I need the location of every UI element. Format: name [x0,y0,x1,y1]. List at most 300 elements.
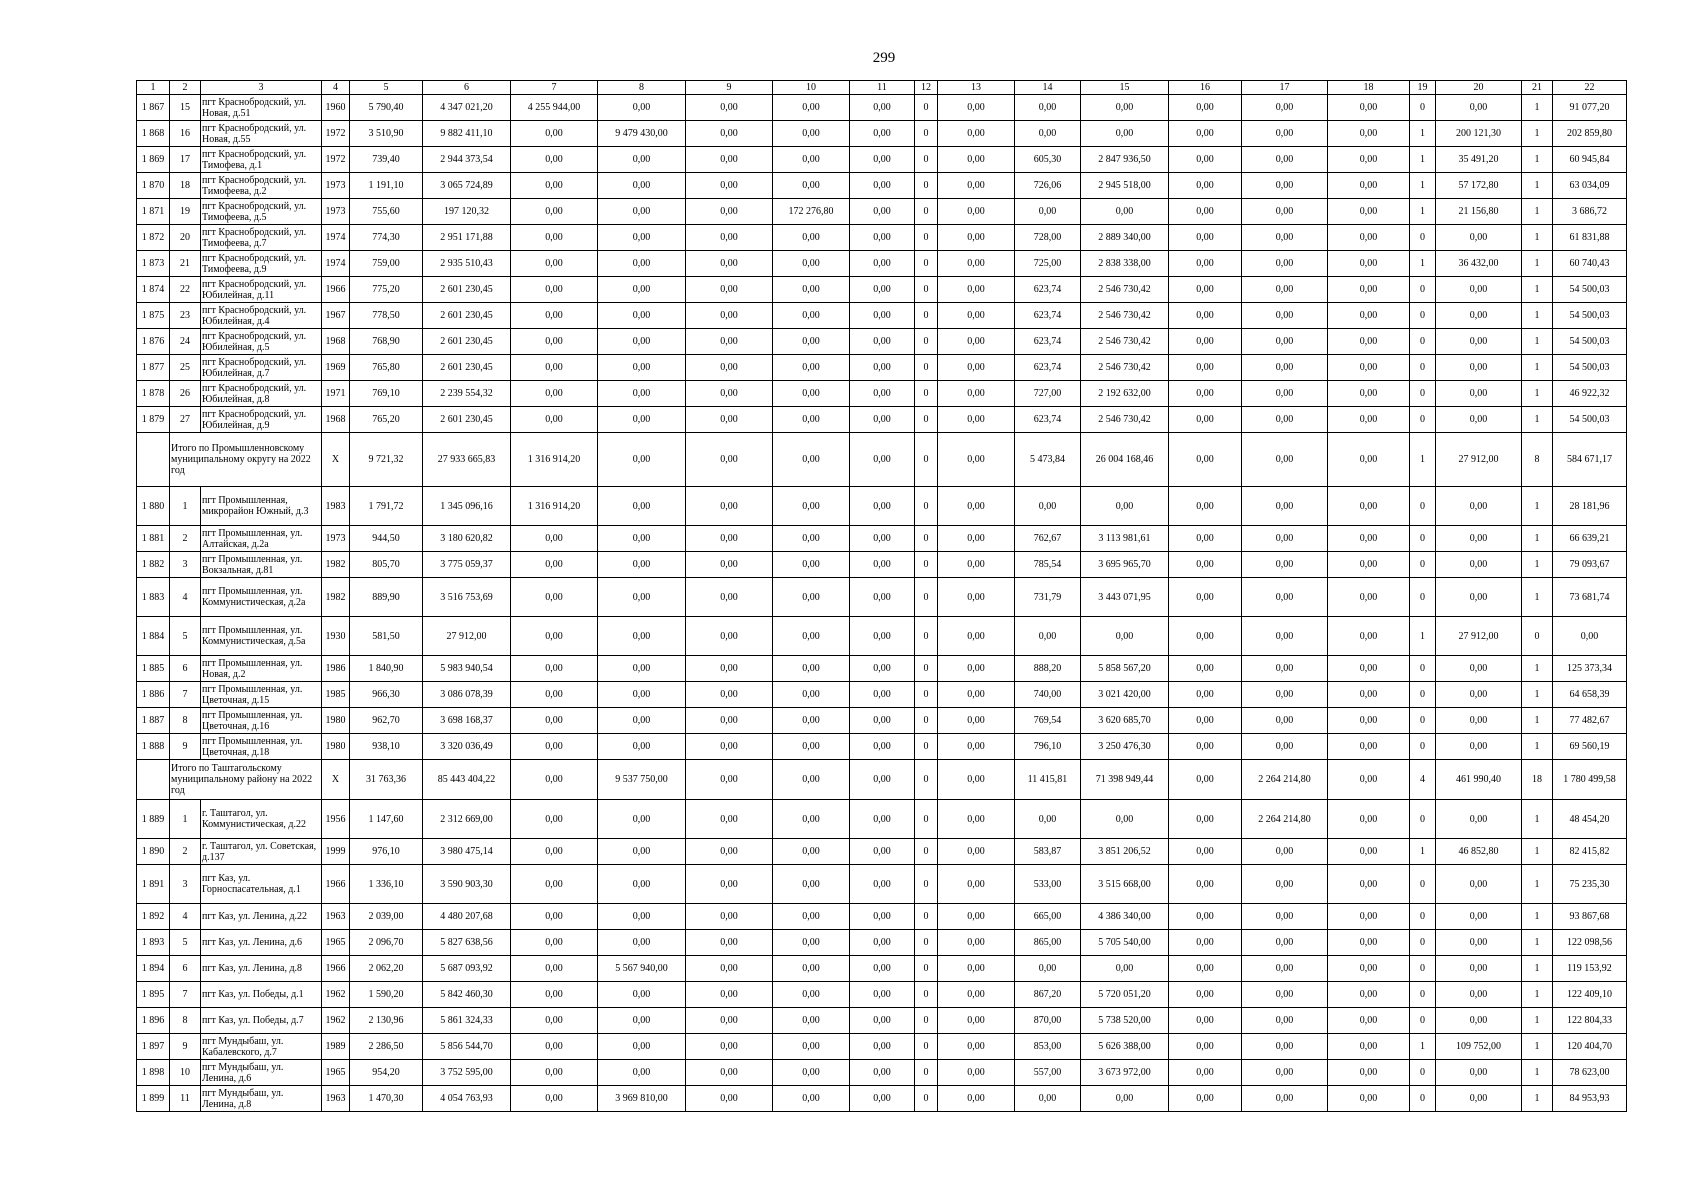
table-cell: 0,00 [1436,682,1522,708]
table-cell: 1 [1522,930,1553,956]
table-cell: 0,00 [598,982,686,1008]
table-cell: 0 [915,682,938,708]
table-cell: 0,00 [1169,95,1242,121]
table-cell: 0,00 [598,355,686,381]
table-cell: 0,00 [511,800,598,839]
table-cell: 0,00 [511,225,598,251]
table-cell: 0,00 [850,173,915,199]
table-cell: 765,80 [350,355,423,381]
column-header: 9 [686,81,773,95]
table-cell: 0,00 [1169,708,1242,734]
table-cell: 0,00 [938,95,1015,121]
table-cell: 0,00 [1015,199,1081,225]
table-cell: 0,00 [511,865,598,904]
table-cell: 0,00 [1169,956,1242,982]
table-cell: 0,00 [773,865,850,904]
table-cell: 3 673 972,00 [1081,1060,1169,1086]
table-cell: 0,00 [938,904,1015,930]
table-cell: 1 [1522,982,1553,1008]
table-cell: 1 [1410,617,1436,656]
table-cell: 2 039,00 [350,904,423,930]
table-cell: 0,00 [850,1060,915,1086]
table-cell: 1 [1522,734,1553,760]
table-cell: 0,00 [1436,1060,1522,1086]
table-cell: 0,00 [1328,487,1410,526]
address-cell: пгт Краснобродский, ул. Тимофева, д.1 [201,147,322,173]
table-cell: 172 276,80 [773,199,850,225]
table-cell: 0,00 [773,381,850,407]
table-cell: 2 312 669,00 [423,800,511,839]
table-cell: 0,00 [1169,526,1242,552]
table-cell: 1 [1522,225,1553,251]
table-cell: 0,00 [1436,1086,1522,1112]
table-cell: 0,00 [1328,251,1410,277]
table-cell: 623,74 [1015,277,1081,303]
table-cell: 0,00 [598,407,686,433]
table-cell: 4 [170,904,201,930]
table-cell: 1 [1522,1060,1553,1086]
table-cell: 0,00 [1015,487,1081,526]
table-cell: 1 868 [137,121,170,147]
table-cell: 31 763,36 [350,760,423,800]
table-cell: 0,00 [511,1034,598,1060]
table-cell: 0 [1410,656,1436,682]
table-row [137,277,1627,303]
table-cell: 0 [1410,355,1436,381]
table-cell: 0,00 [850,552,915,578]
table-cell: 1966 [322,865,350,904]
table-cell: 0,00 [773,578,850,617]
table-cell: 731,79 [1015,578,1081,617]
table-cell: 0,00 [850,526,915,552]
subtotal-row [137,433,1627,487]
table-cell: 0,00 [1242,251,1328,277]
table-cell: 740,00 [1015,682,1081,708]
table-cell: 27 933 665,83 [423,433,511,487]
table-cell: 0,00 [1242,904,1328,930]
table-cell: 19 [170,199,201,225]
table-cell: 0,00 [1015,1086,1081,1112]
table-cell: 0,00 [598,578,686,617]
table-cell: 27 912,00 [1436,617,1522,656]
table-cell: 0,00 [1169,682,1242,708]
table-cell: 1973 [322,199,350,225]
table-cell: 623,74 [1015,407,1081,433]
table-cell: 3 250 476,30 [1081,734,1169,760]
table-cell: 0,00 [1015,95,1081,121]
table-cell: 0,00 [598,800,686,839]
table-cell: 1968 [322,407,350,433]
table-cell: 0,00 [938,277,1015,303]
address-cell: пгт Промышленная, ул. Новая, д.2 [201,656,322,682]
table-cell: 1 885 [137,656,170,682]
table-cell: 0,00 [1169,1008,1242,1034]
table-cell: 0,00 [938,1034,1015,1060]
table-cell: 0,00 [1436,225,1522,251]
table-cell: 3 590 903,30 [423,865,511,904]
table-cell: 0,00 [1328,355,1410,381]
table-cell: 21 [170,251,201,277]
table-row [137,708,1627,734]
table-cell: 3 443 071,95 [1081,578,1169,617]
table-cell: 0 [915,552,938,578]
table-cell: 0,00 [938,552,1015,578]
table-cell: 0,00 [1436,329,1522,355]
table-cell: 0,00 [850,930,915,956]
table-cell: 0,00 [1328,1086,1410,1112]
table-cell: 0,00 [511,147,598,173]
table-cell: 54 500,03 [1553,277,1627,303]
address-cell: пгт Краснобродский, ул. Юбилейная, д.5 [201,329,322,355]
table-cell: 1 [1522,1008,1553,1034]
table-row [137,839,1627,865]
table-cell: 0,00 [686,526,773,552]
table-cell: 0,00 [1436,277,1522,303]
table-cell: 5 626 388,00 [1081,1034,1169,1060]
table-cell: 0,00 [1242,1008,1328,1034]
table-cell: 581,50 [350,617,423,656]
table-cell: 0 [1410,708,1436,734]
table-row [137,734,1627,760]
table-cell: 1962 [322,982,350,1008]
table-cell: 0 [915,1008,938,1034]
table-cell: 0,00 [1436,734,1522,760]
table-cell: 0 [1410,956,1436,982]
address-cell: пгт Краснобродский, ул. Тимофеева, д.2 [201,173,322,199]
table-cell: 1968 [322,329,350,355]
table-cell: 3 086 078,39 [423,682,511,708]
table-cell: 1 [1522,578,1553,617]
column-header: 11 [850,81,915,95]
table-cell: 0,00 [938,865,1015,904]
table-cell: 27 [170,407,201,433]
table-cell: X [322,433,350,487]
table-cell: 0,00 [1436,708,1522,734]
table-cell: 0,00 [773,121,850,147]
table-cell: 0,00 [598,526,686,552]
table-cell: 2 847 936,50 [1081,147,1169,173]
table-cell: 0 [915,656,938,682]
table-cell: 1 [1522,277,1553,303]
table-cell: 7 [170,682,201,708]
table-cell: 2 935 510,43 [423,251,511,277]
table-cell: 1 [1522,800,1553,839]
table-cell: 0,00 [850,487,915,526]
table-cell: 109 752,00 [1436,1034,1522,1060]
table-cell: 1 791,72 [350,487,423,526]
table-cell: 0,00 [850,355,915,381]
table-cell: 0,00 [686,865,773,904]
table-cell: 1 888 [137,734,170,760]
table-cell: 79 093,67 [1553,552,1627,578]
table-cell: 1 [1522,147,1553,173]
address-cell: пгт Краснобродский, ул. Юбилейная, д.7 [201,355,322,381]
table-row [137,199,1627,225]
table-cell: 0,00 [511,1060,598,1086]
table-cell: 0,00 [1081,95,1169,121]
table-row [137,904,1627,930]
table-cell: 0,00 [1328,173,1410,199]
table-cell: 0 [1410,381,1436,407]
table-cell: 0,00 [1436,487,1522,526]
table-cell: 4 480 207,68 [423,904,511,930]
table-cell: 0,00 [511,277,598,303]
table-cell: 769,10 [350,381,423,407]
table-cell: 0,00 [598,839,686,865]
table-cell: 3 851 206,52 [1081,839,1169,865]
table-cell: 8 [1522,433,1553,487]
table-cell: 0 [1410,329,1436,355]
table-cell: 0,00 [686,95,773,121]
table-cell: 0,00 [511,329,598,355]
table-cell: 3 021 420,00 [1081,682,1169,708]
table-cell: 3 698 168,37 [423,708,511,734]
table-cell: 0,00 [511,982,598,1008]
table-cell: 2 838 338,00 [1081,251,1169,277]
table-cell: 27 912,00 [1436,433,1522,487]
table-cell: 0 [915,1060,938,1086]
table-cell: 5 861 324,33 [423,1008,511,1034]
table-cell: 0,00 [938,381,1015,407]
table-cell: 1 [1410,1034,1436,1060]
table-cell: 2 264 214,80 [1242,800,1328,839]
table-cell: 54 500,03 [1553,355,1627,381]
table-cell: 0 [1410,578,1436,617]
table-cell: 0,00 [1169,656,1242,682]
table-cell: 0,00 [1015,956,1081,982]
address-cell: пгт Краснобродский, ул. Юбилейная, д.8 [201,381,322,407]
table-cell: 61 831,88 [1553,225,1627,251]
table-cell: 0,00 [598,930,686,956]
column-header: 22 [1553,81,1627,95]
table-cell: 1 894 [137,956,170,982]
table-row [137,682,1627,708]
table-cell: 1 879 [137,407,170,433]
table-cell: 0,00 [850,277,915,303]
table-cell: 0,00 [1328,277,1410,303]
table-cell: 2 264 214,80 [1242,760,1328,800]
table-cell: 2 889 340,00 [1081,225,1169,251]
table-cell: 726,06 [1015,173,1081,199]
table-cell: 1969 [322,355,350,381]
table-cell: 0,00 [1328,865,1410,904]
table-cell: 0,00 [938,487,1015,526]
table-cell: 0,00 [850,708,915,734]
column-header: 13 [938,81,1015,95]
table-cell: 0,00 [686,734,773,760]
table-cell: 727,00 [1015,381,1081,407]
column-header: 3 [201,81,322,95]
table-cell: 0 [915,904,938,930]
table-cell: 1966 [322,277,350,303]
table-cell: 0,00 [773,225,850,251]
table-cell: 1971 [322,381,350,407]
table-cell: 0,00 [1015,800,1081,839]
table-cell: 769,54 [1015,708,1081,734]
table-cell: 0,00 [1436,956,1522,982]
table-cell: 0,00 [1015,121,1081,147]
table-cell: 725,00 [1015,251,1081,277]
table-cell: 1 147,60 [350,800,423,839]
table-cell: 962,70 [350,708,423,734]
table-cell: 0,00 [511,682,598,708]
table-cell: 1963 [322,1086,350,1112]
table-cell: 533,00 [1015,865,1081,904]
table-cell: 0,00 [938,617,1015,656]
table-cell: 0,00 [1242,839,1328,865]
table-cell: 0,00 [686,956,773,982]
table-cell: 0,00 [1328,199,1410,225]
address-cell: пгт Мундыбаш, ул. Ленина, д.6 [201,1060,322,1086]
table-cell: 0,00 [1328,329,1410,355]
table-row [137,95,1627,121]
table-cell: 944,50 [350,526,423,552]
table-cell: 8 [170,1008,201,1034]
table-cell: 0,00 [1328,708,1410,734]
table-cell: 889,90 [350,578,423,617]
table-cell: 28 181,96 [1553,487,1627,526]
table-cell: 0,00 [686,656,773,682]
table-cell: 9 882 411,10 [423,121,511,147]
address-cell: г. Таштагол, ул. Советская, д.137 [201,839,322,865]
table-cell: 5 720 051,20 [1081,982,1169,1008]
table-cell: 0 [1522,617,1553,656]
table-cell: 0,00 [850,956,915,982]
subtotal-row [137,760,1627,800]
table-cell: 0,00 [1242,956,1328,982]
table-cell: 1 [1522,355,1553,381]
table-cell: 0,00 [938,173,1015,199]
table-cell: 0,00 [1328,1008,1410,1034]
table-cell: 122 098,56 [1553,930,1627,956]
address-cell: пгт Мундыбаш, ул. Кабалевского, д.7 [201,1034,322,1060]
table-cell: 0 [915,225,938,251]
table-cell: 22 [170,277,201,303]
table-cell: 0,00 [1436,1008,1522,1034]
table-cell: 1956 [322,800,350,839]
address-cell: пгт Краснобродский, ул. Новая, д.55 [201,121,322,147]
table-cell: 0,00 [773,708,850,734]
table-cell: 2 601 230,45 [423,277,511,303]
table-cell: 0,00 [850,251,915,277]
table-cell: 0 [1410,930,1436,956]
table-cell: 0,00 [1328,982,1410,1008]
table-cell: 0,00 [1242,381,1328,407]
table-cell: 0,00 [1242,552,1328,578]
table-cell: 85 443 404,22 [423,760,511,800]
table-cell: 0 [915,329,938,355]
table-cell: 0,00 [686,147,773,173]
table-cell: 0,00 [773,407,850,433]
table-cell: 623,74 [1015,355,1081,381]
table-cell: 0,00 [938,526,1015,552]
table-cell: 1 [1522,251,1553,277]
table-cell: 1 898 [137,1060,170,1086]
table-cell: 46 852,80 [1436,839,1522,865]
table-cell: 5 687 093,92 [423,956,511,982]
table-cell: 0,00 [598,147,686,173]
table-cell: 1974 [322,251,350,277]
table-cell: 5 790,40 [350,95,423,121]
table-cell: 0,00 [850,839,915,865]
table-cell: 0,00 [686,982,773,1008]
table-cell: 0,00 [850,682,915,708]
table-cell: 120 404,70 [1553,1034,1627,1060]
table-cell: 82 415,82 [1553,839,1627,865]
table-cell: 0,00 [598,1008,686,1034]
table-cell: 0,00 [511,355,598,381]
table-cell: 0,00 [1015,617,1081,656]
table-cell: 5 842 460,30 [423,982,511,1008]
table-cell: 0,00 [773,1034,850,1060]
table-cell: 623,74 [1015,329,1081,355]
column-header: 1 [137,81,170,95]
table-cell: 0,00 [1242,303,1328,329]
column-header: 6 [423,81,511,95]
table-cell: 1983 [322,487,350,526]
table-cell: 0,00 [1169,1034,1242,1060]
table-cell: 0 [915,526,938,552]
table-cell: 0 [1410,303,1436,329]
table-cell: 0,00 [938,1008,1015,1034]
table-cell: 0,00 [1328,656,1410,682]
table-cell: 1 [1410,251,1436,277]
table-cell: 623,74 [1015,303,1081,329]
address-cell: пгт Мундыбаш, ул. Ленина, д.8 [201,1086,322,1112]
table-cell: 1 [1522,865,1553,904]
table-cell: 0,00 [1242,329,1328,355]
table-cell: 1 [1522,381,1553,407]
table-cell: 2 286,50 [350,1034,423,1060]
table-cell: 0,00 [773,800,850,839]
column-header: 15 [1081,81,1169,95]
column-header: 17 [1242,81,1328,95]
table-cell: 888,20 [1015,656,1081,682]
table-cell: 0,00 [1328,526,1410,552]
table-cell: 0 [915,930,938,956]
table-cell: 16 [170,121,201,147]
table-cell: 853,00 [1015,1034,1081,1060]
table-cell: 0,00 [598,904,686,930]
data-table [136,80,1627,1112]
table-cell: 119 153,92 [1553,956,1627,982]
table-cell: 1 873 [137,251,170,277]
table-cell: 0,00 [850,329,915,355]
table-cell: 11 [170,1086,201,1112]
table-cell: 73 681,74 [1553,578,1627,617]
address-cell: пгт Промышленная, ул. Коммунистическая, д.5а [201,617,322,656]
table-cell: 0,00 [511,381,598,407]
table-cell: 768,90 [350,329,423,355]
table-cell: 75 235,30 [1553,865,1627,904]
table-cell: 557,00 [1015,1060,1081,1086]
table-cell: 0 [915,251,938,277]
table-cell: 1980 [322,708,350,734]
table-cell: 25 [170,355,201,381]
table-cell: 583,87 [1015,839,1081,865]
table-cell: 0,00 [773,656,850,682]
table-cell: 1 345 096,16 [423,487,511,526]
table-cell: 60 740,43 [1553,251,1627,277]
table-cell: 2 944 373,54 [423,147,511,173]
table-cell: 0,00 [598,95,686,121]
table-cell: 0,00 [1081,956,1169,982]
table-cell: 0 [915,734,938,760]
table-cell: 1962 [322,1008,350,1034]
table-cell: 774,30 [350,225,423,251]
table-cell: 665,00 [1015,904,1081,930]
table-cell: 0,00 [1328,121,1410,147]
